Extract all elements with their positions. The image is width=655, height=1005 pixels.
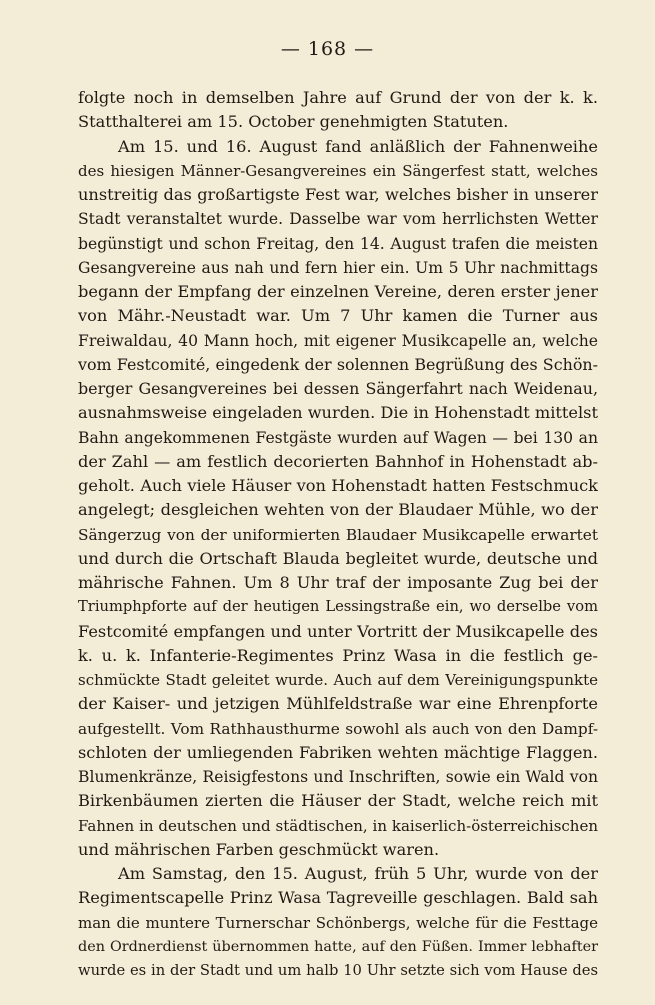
text-line: Regimentscapelle Prinz Wasa Tagreveille geschlagen. Bald sah <box>78 888 598 908</box>
text-line: k. u. k. Infanterie-Regimentes Prinz Wasa in die festlich ge- <box>78 645 598 665</box>
text-line: geholt. Auch viele Häuser von Hohenstadt hatten Festschmuck <box>78 476 598 495</box>
text-line: wurde es in der Stadt und um halb 10 Uhr setzte sich vom Hause des <box>78 962 598 979</box>
text-line: Am 15. und 16. August fand anläßlich der Fahnenweihe <box>118 136 598 156</box>
text-line: und durch die Ortschaft Blauda begleitet wurde, deutsche und <box>78 548 598 568</box>
text-line: Stadt veranstaltet wurde. Dasselbe war vom herrlichsten Wetter <box>78 210 598 229</box>
text-line: Sängerzug von der uniformierten Blaudaer Musikcapelle erwartet <box>78 525 598 544</box>
text-line: und mährischen Farben geschmückt waren. <box>78 839 440 859</box>
text-line: Blumenkränze, Reisigfestons und Inschriften, sowie ein Wald von <box>78 768 598 786</box>
text-line: den Ordnerdienst übernommen hatte, auf den Füßen. Immer lebhafter <box>78 938 598 955</box>
text-line: Statthalterei am 15. October genehmigten Statuten. <box>78 112 509 132</box>
text-line: mährische Fahnen. Um 8 Uhr traf der imposante Zug bei der <box>78 573 598 592</box>
body-text <box>78 86 598 983</box>
text-line: angelegt; desgleichen wehten von der Blaudaer Mühle, wo der <box>78 500 598 520</box>
text-line: Birkenbäumen zierten die Häuser der Stadt, welche reich mit <box>78 791 598 811</box>
text-line: begann der Empfang der einzelnen Vereine, deren erster jener <box>78 282 598 301</box>
text-line: schloten der umliegenden Fabriken wehten mächtige Flaggen. <box>78 742 598 762</box>
text-line: begünstigt und schon Freitag, den 14. August trafen die meisten <box>78 234 598 253</box>
page-number: — 168 — <box>280 38 375 60</box>
text-line: des hiesigen Männer-Gesangvereines ein Sängerfest statt, welches <box>78 161 598 180</box>
text-line: Triumphpforte auf der heutigen Lessingstraße ein, wo derselbe vom <box>78 598 598 616</box>
text-line: vom Festcomité, eingedenk der solennen Begrüßung des Schön- <box>78 354 598 374</box>
text-line: unstreitig das großartigste Fest war, welches bisher in unserer <box>78 185 598 204</box>
text-line: schmückte Stadt geleitet wurde. Auch auf dem Vereinigungspunkte <box>78 671 598 689</box>
text-line: aufgestellt. Vom Rathhausthurme sowohl als auch von den Dampf- <box>78 719 598 738</box>
text-line: Freiwaldau, 40 Mann hoch, mit eigener Musikcapelle an, welche <box>78 331 598 350</box>
text-line: Gesangvereine aus nah und fern hier ein. Um 5 Uhr nachmittags <box>78 258 598 277</box>
text-line: ausnahmsweise eingeladen wurden. Die in Hohenstadt mittelst <box>78 403 598 423</box>
text-line: Bahn angekommenen Festgäste wurden auf Wagen — bei 130 an <box>78 428 598 447</box>
text-line: folgte noch in demselben Jahre auf Grund der von der k. k. <box>78 88 598 107</box>
text-line: berger Gesangvereines bei dessen Sängerfahrt nach Weidenau, <box>78 379 598 398</box>
text-line: Festcomité empfangen und unter Vortritt der Musikcapelle des <box>78 621 598 641</box>
text-line: von Mähr.-Neustadt war. Um 7 Uhr kamen die Turner aus <box>78 306 598 326</box>
text-line: man die muntere Turnerschar Schönbergs, welche für die Festtage <box>78 913 598 932</box>
text-line: Am Samstag, den 15. August, früh 5 Uhr, wurde von der <box>118 864 598 883</box>
text-line: Fahnen in deutschen und städtischen, in kaiserlich-österreichischen <box>78 816 598 835</box>
text-line: der Zahl — am festlich decorierten Bahnhof in Hohenstadt ab- <box>78 451 598 471</box>
text-line: der Kaiser- und jetzigen Mühlfeldstraße war eine Ehrenpforte <box>78 694 598 714</box>
